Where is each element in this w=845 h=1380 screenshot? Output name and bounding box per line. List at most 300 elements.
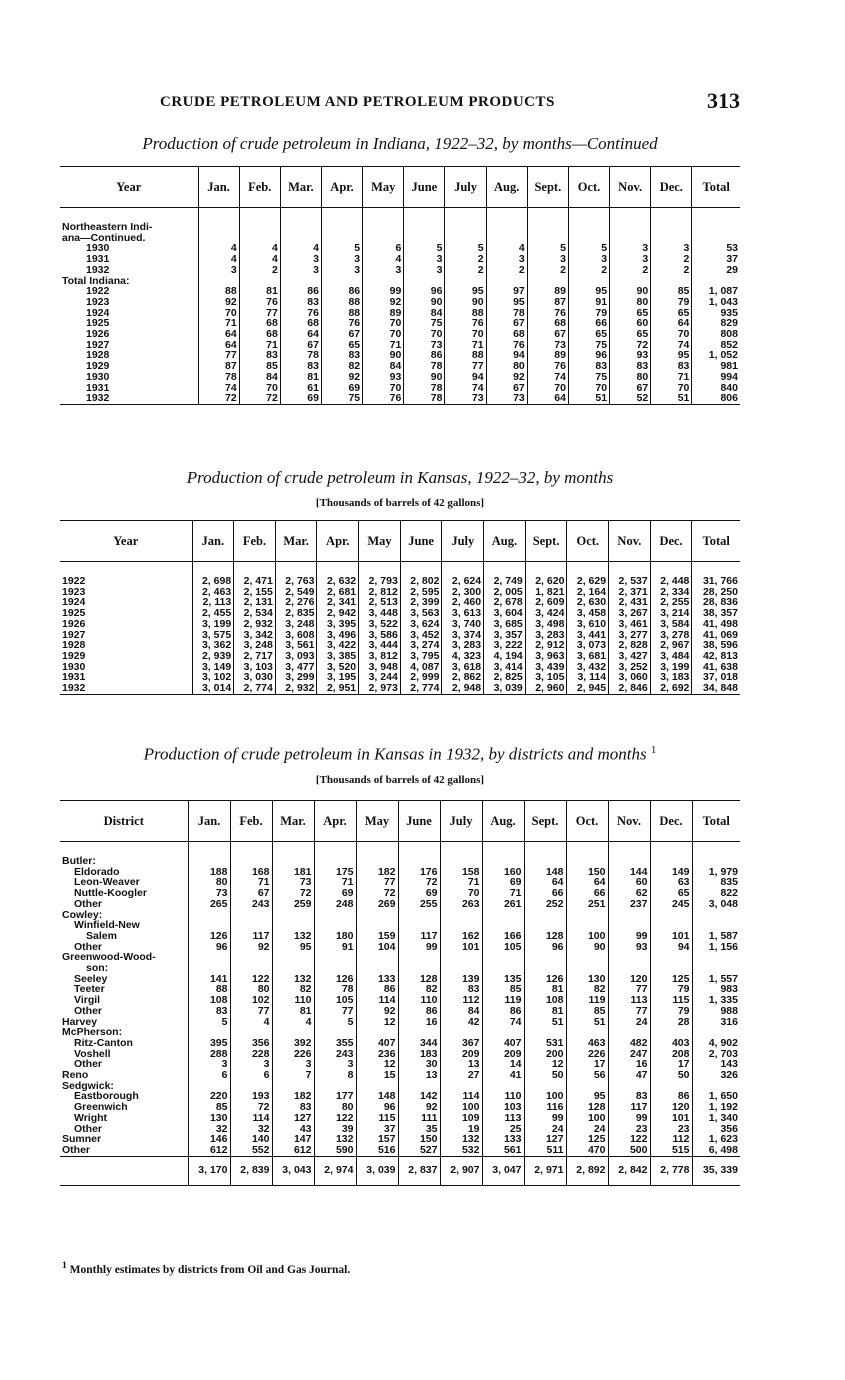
table-cell: 70 xyxy=(445,329,486,340)
table-cell: 71 xyxy=(198,318,239,329)
table-cell: 2, 005 xyxy=(484,587,526,598)
table-cell: 126 xyxy=(524,974,566,985)
table-cell: 80 xyxy=(188,877,230,888)
table-cell: 3, 248 xyxy=(234,640,276,651)
table-cell: 3, 948 xyxy=(359,662,401,673)
table-cell: 3, 963 xyxy=(525,651,567,662)
table-row xyxy=(60,1145,740,1156)
kansas-production-table xyxy=(60,520,740,695)
table-cell: 2, 967 xyxy=(650,640,692,651)
table-cell: 71 xyxy=(314,877,356,888)
table-cell: 82 xyxy=(272,984,314,995)
row-label xyxy=(60,297,198,308)
table-cell: 64 xyxy=(527,393,568,404)
row-label-text: Voshell xyxy=(74,1047,111,1060)
table-cell: 75 xyxy=(568,372,609,383)
table-cell: 994 xyxy=(692,372,740,383)
table-cell: 78 xyxy=(404,361,445,372)
row-label-text: Sumner xyxy=(62,1133,102,1146)
table-cell: 463 xyxy=(566,1038,608,1049)
table-cell: 80 xyxy=(314,1102,356,1113)
table-cell: 72 xyxy=(610,340,651,351)
table-cell: 101 xyxy=(440,942,482,953)
table-cell: 4 xyxy=(230,1017,272,1028)
table-cell: 3, 613 xyxy=(442,608,484,619)
table-cell: 3, 575 xyxy=(192,630,234,641)
table-cell xyxy=(482,952,524,963)
table-cell: 2, 455 xyxy=(192,608,234,619)
header-row xyxy=(60,801,740,842)
table-cell: 2, 951 xyxy=(317,683,359,694)
column-header: Jan. xyxy=(198,167,239,208)
table-row xyxy=(60,393,740,404)
table-cell: 71 xyxy=(239,340,280,351)
table-cell: 2, 749 xyxy=(484,576,526,587)
table-cell: 78 xyxy=(404,393,445,404)
table-cell: 65 xyxy=(321,340,362,351)
table-cell xyxy=(527,222,568,233)
table-cell: 2 xyxy=(527,265,568,276)
table-cell: 94 xyxy=(445,372,486,383)
table-cell: 1, 587 xyxy=(692,931,740,942)
table-cell: 108 xyxy=(188,995,230,1006)
table-cell xyxy=(272,952,314,963)
table-cell: 2, 802 xyxy=(400,576,442,587)
column-header: June xyxy=(398,801,440,842)
table-cell: 110 xyxy=(482,1091,524,1102)
table-cell: 4 xyxy=(272,1017,314,1028)
table-cell: 17 xyxy=(566,1059,608,1070)
table-cell: 81 xyxy=(280,372,321,383)
column-header: Sept. xyxy=(527,167,568,208)
column-header: Apr. xyxy=(321,167,362,208)
table-cell: 84 xyxy=(440,1006,482,1017)
table-cell xyxy=(356,910,398,921)
table-cell: 3, 244 xyxy=(359,672,401,683)
table-cell: 552 xyxy=(230,1145,272,1156)
header-row xyxy=(60,167,740,208)
table-cell: 92 xyxy=(398,1102,440,1113)
table-cell: 188 xyxy=(188,867,230,878)
table-cell: 94 xyxy=(486,350,527,361)
table-cell: 261 xyxy=(482,899,524,910)
table-cell: 91 xyxy=(314,942,356,953)
table-cell: 220 xyxy=(188,1091,230,1102)
table-cell: 78 xyxy=(486,308,527,319)
table-cell: 76 xyxy=(486,340,527,351)
row-label xyxy=(60,383,198,394)
table-cell: 71 xyxy=(482,888,524,899)
table-cell: 77 xyxy=(198,350,239,361)
table-cell: 50 xyxy=(524,1070,566,1081)
table-cell: 88 xyxy=(445,308,486,319)
table-cell: 132 xyxy=(440,1134,482,1145)
table-row xyxy=(60,683,740,694)
header-row xyxy=(60,521,740,562)
table-cell: 2, 131 xyxy=(234,597,276,608)
table-cell: 3 xyxy=(272,1059,314,1070)
table-cell: 92 xyxy=(198,297,239,308)
row-label-text: 1929 xyxy=(86,360,110,373)
table-cell: 5 xyxy=(314,1017,356,1028)
table-cell: 43 xyxy=(272,1124,314,1135)
table-cell: 70 xyxy=(198,308,239,319)
table-cell: 3, 414 xyxy=(484,662,526,673)
row-label-text: 1926 xyxy=(86,328,110,341)
table-cell: 2, 828 xyxy=(609,640,651,651)
table-cell: 3, 278 xyxy=(650,630,692,641)
table-cell: 2, 471 xyxy=(234,576,276,587)
table-cell: 3, 432 xyxy=(567,662,609,673)
table-cell: 3, 812 xyxy=(359,651,401,662)
table-cell: 3, 362 xyxy=(192,640,234,651)
row-label-text: 1927 xyxy=(62,628,86,641)
table-cell: 532 xyxy=(440,1145,482,1156)
table-cell: 91 xyxy=(568,297,609,308)
table-cell: 3, 248 xyxy=(275,619,317,630)
total-row xyxy=(60,1156,740,1185)
table-cell: 110 xyxy=(398,995,440,1006)
table-cell: 209 xyxy=(482,1049,524,1060)
table-cell: 76 xyxy=(445,318,486,329)
table2-caption: Production of crude petroleum in Kansas, 1922–32, by months xyxy=(186,468,614,487)
table-cell: 2, 932 xyxy=(275,683,317,694)
table-cell: 88 xyxy=(188,984,230,995)
table-cell: 288 xyxy=(188,1049,230,1060)
table-cell: 88 xyxy=(321,308,362,319)
table-cell: 4, 194 xyxy=(484,651,526,662)
table-cell: 6 xyxy=(363,243,404,254)
table-cell: 3, 484 xyxy=(650,651,692,662)
table-cell: 78 xyxy=(198,372,239,383)
table-cell: 127 xyxy=(272,1113,314,1124)
table-cell: 143 xyxy=(692,1059,740,1070)
table-cell: 516 xyxy=(356,1145,398,1156)
table-cell: 97 xyxy=(486,286,527,297)
row-label-text: 1924 xyxy=(86,306,110,319)
table-cell: 612 xyxy=(188,1145,230,1156)
table-cell xyxy=(524,952,566,963)
table-row xyxy=(60,1113,740,1124)
row-label-text: 1928 xyxy=(62,639,86,652)
table-cell: 74 xyxy=(198,383,239,394)
column-header: June xyxy=(404,167,445,208)
table-cell: 70 xyxy=(363,329,404,340)
row-label-text: Virgil xyxy=(74,994,101,1007)
table-cell: 66 xyxy=(566,888,608,899)
row-label-text: Other xyxy=(74,940,103,953)
table-cell: 226 xyxy=(566,1049,608,1060)
table-cell: 67 xyxy=(280,340,321,351)
table-cell: 83 xyxy=(272,1102,314,1113)
table-cell: 90 xyxy=(363,350,404,361)
table-cell: 2, 341 xyxy=(317,597,359,608)
table-cell xyxy=(398,910,440,921)
table-cell xyxy=(272,910,314,921)
table-cell: 2, 939 xyxy=(192,651,234,662)
table-row xyxy=(60,1006,740,1017)
table-cell: 168 xyxy=(230,867,272,878)
table-cell: 247 xyxy=(608,1049,650,1060)
row-label xyxy=(60,683,192,694)
table-cell: 527 xyxy=(398,1145,440,1156)
table-cell xyxy=(692,952,740,963)
table-cell: 67 xyxy=(486,318,527,329)
table-cell: 3, 073 xyxy=(567,640,609,651)
table-cell: 120 xyxy=(650,1102,692,1113)
table-cell: 117 xyxy=(608,1102,650,1113)
table-cell: 470 xyxy=(566,1145,608,1156)
table-cell: 2, 334 xyxy=(650,587,692,598)
table-cell: 71 xyxy=(230,877,272,888)
table-cell: 1, 340 xyxy=(692,1113,740,1124)
table-cell: 2, 973 xyxy=(359,683,401,694)
table-cell: 60 xyxy=(608,877,650,888)
table-cell xyxy=(314,952,356,963)
table-cell: 12 xyxy=(356,1017,398,1028)
table-cell: 119 xyxy=(566,995,608,1006)
table-cell: 150 xyxy=(398,1134,440,1145)
table-cell: 3 xyxy=(321,265,362,276)
row-label-text: 1930 xyxy=(62,660,86,673)
table-cell: 61 xyxy=(280,383,321,394)
table-cell: 69 xyxy=(314,888,356,899)
table-cell: 78 xyxy=(314,984,356,995)
total-cell: 2, 971 xyxy=(524,1156,566,1185)
table-cell: 64 xyxy=(198,340,239,351)
table-cell: 1, 087 xyxy=(692,286,740,297)
table-cell: 4 xyxy=(198,243,239,254)
table-cell: 125 xyxy=(650,974,692,985)
table-cell: 140 xyxy=(230,1134,272,1145)
table-cell: 120 xyxy=(608,974,650,985)
column-header: May xyxy=(359,521,401,562)
table-cell: 93 xyxy=(610,350,651,361)
table-cell: 3, 030 xyxy=(234,672,276,683)
table-cell: 8 xyxy=(314,1070,356,1081)
column-header: Mar. xyxy=(272,801,314,842)
table-cell: 326 xyxy=(692,1070,740,1081)
table-cell: 482 xyxy=(608,1038,650,1049)
table-cell: 82 xyxy=(321,361,362,372)
table-cell: 65 xyxy=(568,329,609,340)
table-cell: 70 xyxy=(527,383,568,394)
table-cell xyxy=(608,952,650,963)
table-cell: 835 xyxy=(692,877,740,888)
row-label-text: 1930 xyxy=(86,242,110,255)
footnote-marker: 1 xyxy=(62,1260,67,1271)
table-cell: 69 xyxy=(321,383,362,394)
row-label-text: 1923 xyxy=(62,585,86,598)
table-cell: 75 xyxy=(568,340,609,351)
column-header: Feb. xyxy=(234,521,276,562)
table-cell: 116 xyxy=(524,1102,566,1113)
table-cell: 3 xyxy=(486,254,527,265)
table-cell: 80 xyxy=(230,984,272,995)
table-cell: 3 xyxy=(404,265,445,276)
column-header: Year xyxy=(60,521,192,562)
table-cell: 3, 610 xyxy=(567,619,609,630)
table-cell: 119 xyxy=(482,995,524,1006)
table-cell: 51 xyxy=(651,393,692,404)
row-label xyxy=(60,318,198,329)
row-label-text: Teeter xyxy=(74,983,105,996)
table-cell: 90 xyxy=(404,297,445,308)
table-cell: 6 xyxy=(230,1070,272,1081)
table-cell: 70 xyxy=(568,383,609,394)
table-cell: 2, 942 xyxy=(317,608,359,619)
table-cell: 142 xyxy=(398,1091,440,1102)
row-label-text: 1928 xyxy=(86,349,110,362)
table-cell: 76 xyxy=(280,308,321,319)
table-cell: 83 xyxy=(608,1091,650,1102)
table-cell: 110 xyxy=(272,995,314,1006)
table-cell: 141 xyxy=(188,974,230,985)
table-cell: 2 xyxy=(651,265,692,276)
table-cell: 65 xyxy=(650,888,692,899)
table-cell: 983 xyxy=(692,984,740,995)
table-cell: 74 xyxy=(527,372,568,383)
table-cell: 2, 703 xyxy=(692,1049,740,1060)
table-cell: 4 xyxy=(198,254,239,265)
row-label-text: 1922 xyxy=(62,575,86,587)
table-cell: 90 xyxy=(566,942,608,953)
table-cell: 83 xyxy=(440,984,482,995)
table-cell: 3, 441 xyxy=(567,630,609,641)
table-cell: 3, 283 xyxy=(525,630,567,641)
table-cell: 127 xyxy=(524,1134,566,1145)
table-cell: 93 xyxy=(608,942,650,953)
row-label-text: Wright xyxy=(74,1111,108,1124)
table-cell xyxy=(314,910,356,921)
table-cell: 95 xyxy=(445,286,486,297)
table-cell: 100 xyxy=(524,1091,566,1102)
table-cell: 70 xyxy=(404,329,445,340)
table-cell: 87 xyxy=(198,361,239,372)
row-label-text: Other xyxy=(62,1143,91,1156)
table-cell: 255 xyxy=(398,899,440,910)
table-cell: 3, 114 xyxy=(567,672,609,683)
table-cell: 3, 563 xyxy=(400,608,442,619)
table-cell xyxy=(188,952,230,963)
table-cell: 180 xyxy=(314,931,356,942)
column-header: Mar. xyxy=(275,521,317,562)
table-cell: 182 xyxy=(272,1091,314,1102)
table-cell: 2 xyxy=(610,265,651,276)
table-cell: 85 xyxy=(188,1102,230,1113)
table-cell: 96 xyxy=(356,1102,398,1113)
table-cell: 99 xyxy=(398,942,440,953)
row-label-text: 1924 xyxy=(62,596,86,609)
table-cell: 251 xyxy=(566,899,608,910)
table-cell: 73 xyxy=(445,393,486,404)
table2-subcaption: [Thousands of barrels of 42 gallons] xyxy=(315,497,485,509)
row-label-text: Other xyxy=(74,897,103,910)
table-cell: 3, 299 xyxy=(275,672,317,683)
table-cell: 259 xyxy=(272,899,314,910)
table-cell: 96 xyxy=(404,286,445,297)
total-cell: 3, 047 xyxy=(482,1156,524,1185)
table-cell: 23 xyxy=(608,1124,650,1135)
table-cell: 2, 276 xyxy=(275,597,317,608)
table-cell: 2, 448 xyxy=(650,576,692,587)
table-cell: 5 xyxy=(568,243,609,254)
table-cell: 76 xyxy=(527,308,568,319)
table-cell: 79 xyxy=(650,984,692,995)
table-cell: 64 xyxy=(524,877,566,888)
indiana-production-table xyxy=(60,166,740,405)
table-cell: 28 xyxy=(650,1017,692,1028)
table-cell: 228 xyxy=(230,1049,272,1060)
table-cell: 3, 105 xyxy=(525,672,567,683)
table-cell: 160 xyxy=(482,867,524,878)
table-cell: 355 xyxy=(314,1038,356,1049)
table-cell: 41, 498 xyxy=(692,619,740,630)
table-cell: 83 xyxy=(321,350,362,361)
table-cell: 89 xyxy=(363,308,404,319)
table-cell: 144 xyxy=(608,867,650,878)
table-cell: 2, 534 xyxy=(234,608,276,619)
table-cell: 3, 199 xyxy=(192,619,234,630)
table-row xyxy=(60,222,740,233)
table-cell: 2, 912 xyxy=(525,640,567,651)
table-cell: 531 xyxy=(524,1038,566,1049)
row-label-text: Other xyxy=(74,1122,103,1135)
row-label-text: 1930 xyxy=(86,370,110,383)
table-cell: 2, 999 xyxy=(400,672,442,683)
table-cell: 16 xyxy=(398,1017,440,1028)
table-cell: 822 xyxy=(692,888,740,899)
row-label xyxy=(60,920,188,931)
table-cell: 42 xyxy=(440,1017,482,1028)
table-row xyxy=(60,952,740,963)
table-cell: 3, 222 xyxy=(484,640,526,651)
table-cell: 82 xyxy=(398,984,440,995)
column-header: Total xyxy=(692,801,740,842)
row-label-text: 1925 xyxy=(62,607,86,620)
table-cell: 114 xyxy=(356,995,398,1006)
table-cell: 71 xyxy=(651,372,692,383)
table-cell: 1, 052 xyxy=(692,350,740,361)
row-label-text: 1922 xyxy=(86,285,110,298)
table-cell: 2, 460 xyxy=(442,597,484,608)
table-cell: 6, 498 xyxy=(692,1145,740,1156)
column-header: District xyxy=(60,801,188,842)
table-cell: 89 xyxy=(527,286,568,297)
table-cell: 37, 018 xyxy=(692,672,740,683)
row-label-text: ana—Continued. xyxy=(62,231,146,244)
table-cell: 157 xyxy=(356,1134,398,1145)
row-label-text: Northeastern Indi- xyxy=(62,221,153,233)
table-cell: 86 xyxy=(398,1006,440,1017)
row-label-text: Winfield-New xyxy=(74,919,140,932)
table-cell: 133 xyxy=(356,974,398,985)
table-cell: 80 xyxy=(610,297,651,308)
table-cell: 3, 374 xyxy=(442,630,484,641)
row-label-text: son: xyxy=(86,962,109,975)
table-row xyxy=(60,372,740,383)
table-cell: 2, 620 xyxy=(525,576,567,587)
row-label xyxy=(60,308,198,319)
row-label xyxy=(60,243,198,254)
table-cell xyxy=(566,952,608,963)
table-cell: 2, 945 xyxy=(567,683,609,694)
table-cell: 34, 848 xyxy=(692,683,740,694)
table-cell: 2, 846 xyxy=(609,683,651,694)
table-cell: 4 xyxy=(486,243,527,254)
table-cell: 68 xyxy=(239,329,280,340)
table-cell: 3, 439 xyxy=(525,662,567,673)
